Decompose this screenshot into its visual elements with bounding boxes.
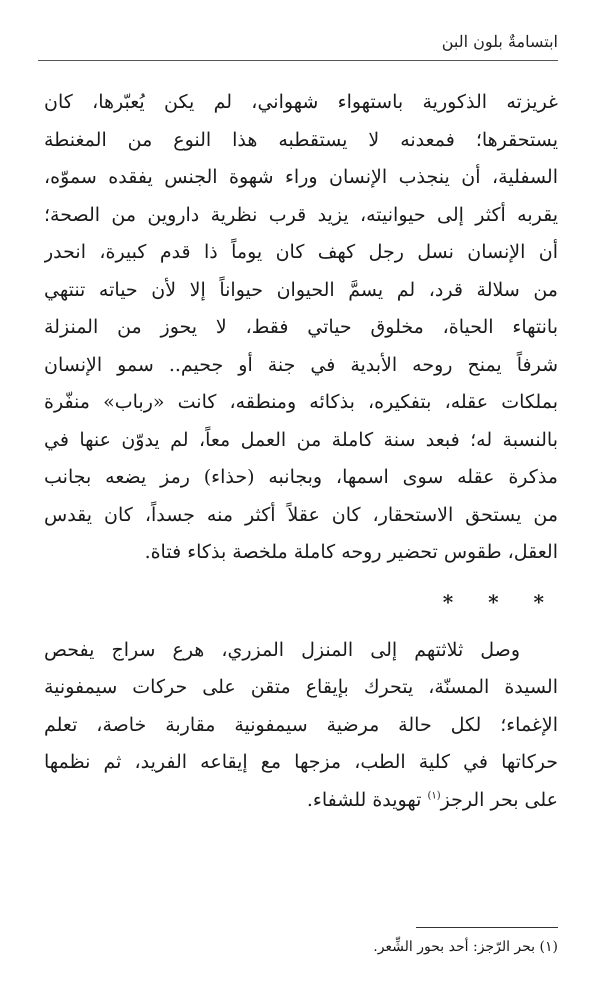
text-line: الإغماء؛ لكل حالة مرضية سيمفونية مقاربة خاصة، تعلم	[44, 713, 558, 736]
text-segment: تهويدة للشفاء.	[306, 788, 428, 811]
footnote-reference[interactable]: (١)	[427, 790, 441, 802]
text-line: حركاتها في كلية الطب، مزجها مع إيقاعه الفريد، ثم نظمها	[44, 751, 558, 773]
text-line-with-footnote-ref	[44, 782, 558, 820]
text-line: العقل، طقوس تحضير روحه كاملة ملخصة بذكاء فتاة.	[144, 541, 558, 563]
text-line: بملكات عقله، بتفكيره، بذكائه ومنطقه، كانت «رباب» منفّرة	[44, 391, 558, 413]
text-line: بانتهاء الحياة، مخلوق حياتي فقط، لا يحوز من المنزلة	[44, 316, 558, 338]
section-separator: * * *	[442, 589, 558, 614]
text-line: من يستحق الاستحقار، كان عقلاً أكثر منه جسداً، كان يقدس	[44, 503, 558, 526]
paragraph-1	[44, 84, 558, 572]
footnote: (١) بحر الرّجز: أحد بحور الشِّعر.	[373, 939, 558, 955]
footnote-rule	[416, 927, 558, 928]
text-line: السيدة المسنّة، يتحرك بإيقاع متقن على حركات سيمفونية	[44, 676, 558, 698]
text-line: غريزته الذكورية باستهواء شهواني، لم يكن يُعبّرها، كان	[44, 91, 558, 113]
text-line: مذكرة عقله سوى اسمها، وبجانبه (حذاء) رمز يضعه بجانب	[44, 466, 558, 488]
text-line: يقربه أكثر إلى حيوانيته، يزيد قرب نظرية داروين من الصحة؛	[44, 203, 558, 226]
text-line: أن الإنسان نسل رجل كهف كان يوماً ذا قدم كبيرة، انحدر	[44, 241, 558, 263]
text-line: بالنسبة له؛ فبعد سنة كاملة من العمل معاً، لم يدوّن عنها في	[44, 428, 558, 451]
text-segment: على بحر الرجز	[440, 788, 558, 811]
paragraph-2	[44, 632, 558, 820]
text-line: من سلالة قرد، لم يسمَّ الحيوان حيواناً إلا لأن حياته تنتهي	[44, 278, 558, 301]
running-header: ابتسامةٌ بلون البن	[441, 32, 558, 51]
text-line: السفلية، أن ينجذب الإنسان وراء شهوة الجنس يفقده سموّه،	[44, 166, 558, 188]
text-line: يستحقرها؛ فمعدنه لا يستقطبه هذا النوع من المغنطة	[44, 128, 558, 151]
header-rule	[38, 60, 558, 61]
text-line: وصل ثلاثتهم إلى المنزل المزري، هرع سراج يفحص	[44, 638, 520, 661]
body-text	[44, 84, 558, 819]
text-line: شرفاً يمنح روحه الأبدية في جنة أو جحيم.. سمو الإنسان	[44, 353, 558, 376]
